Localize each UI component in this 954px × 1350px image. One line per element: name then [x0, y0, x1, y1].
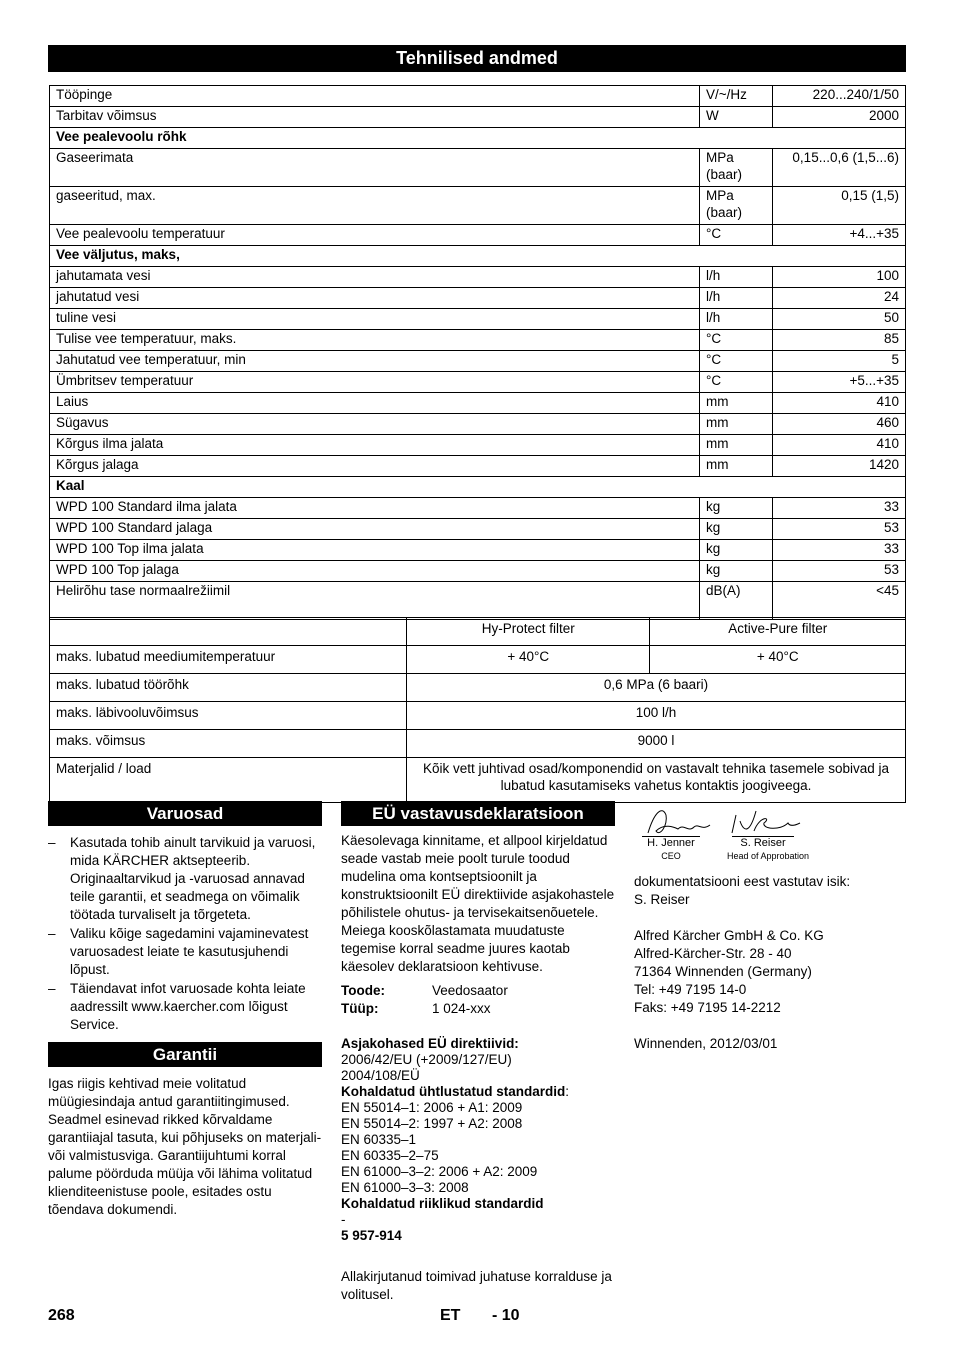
spec-section-title: Kaal — [50, 477, 906, 498]
spec-row — [50, 309, 906, 330]
spec-row — [50, 414, 906, 435]
spec-unit: MPa (baar) — [700, 187, 773, 225]
company-name: Alfred Kärcher GmbH & Co. KG — [634, 928, 824, 943]
tyyp-row — [341, 1000, 615, 1018]
spec-value: 410 — [773, 393, 906, 414]
filter-row — [50, 674, 906, 702]
spec-label: gaseeritud, max. — [50, 187, 700, 225]
spec-unit: kg — [700, 540, 773, 561]
standard-item: EN 55014–2: 1997 + A2: 2008 — [341, 1116, 523, 1131]
sig2-role: Head of Approbation — [726, 851, 810, 861]
filter-value: 9000 l — [407, 730, 906, 758]
place-date: Winnenden, 2012/03/01 — [634, 1036, 778, 1051]
filter-value: + 40°C — [650, 646, 906, 674]
filter-row — [50, 646, 906, 674]
spec-value: 53 — [773, 519, 906, 540]
national-value: - — [341, 1212, 346, 1227]
spec-value: 410 — [773, 435, 906, 456]
spec-row — [50, 351, 906, 372]
varuosad-item: – Kasutada tohib ainult tarvikuid ja varuosi, mida KÄRCHER aktsepteerib. Originaaltarvikud ja -varuosad annavad teile garantii, et seadmega on võimalik töötada turvaliselt ja tõrgeteta. — [48, 834, 322, 924]
spec-value: 0,15...0,6 (1,5...6) — [773, 149, 906, 187]
sig1-name: H. Jenner — [647, 837, 695, 849]
spec-section-row — [50, 246, 906, 267]
spec-label: Laius — [50, 393, 700, 414]
spec-value: 220...240/1/50 — [773, 86, 906, 107]
spec-row — [50, 435, 906, 456]
spec-value: 460 — [773, 414, 906, 435]
spec-unit: kg — [700, 561, 773, 582]
sig2-name: S. Reiser — [740, 837, 786, 849]
national-title: Kohaldatud riiklikud standardid — [341, 1196, 544, 1211]
spec-row — [50, 225, 906, 246]
spec-row — [50, 540, 906, 561]
spec-unit: kg — [700, 519, 773, 540]
sig1-role: CEO — [661, 851, 681, 861]
standard-item: EN 60335–1 — [341, 1132, 417, 1147]
standard-item: EN 61000–3–2: 2006 + A2: 2009 — [341, 1164, 538, 1179]
spec-unit: °C — [700, 372, 773, 393]
filter-label: maks. lubatud meediumitemperatuur — [50, 646, 407, 674]
spec-unit: MPa (baar) — [700, 149, 773, 187]
varuosad-item: – Valiku kõige sagedamini vajaminevatest varuosadest leiate te kasutusjuhendi lõpust. — [48, 925, 322, 979]
spec-label: WPD 100 Top ilma jalata — [50, 540, 700, 561]
spec-label: Tulise vee temperatuur, maks. — [50, 330, 700, 351]
spec-label: jahutamata vesi — [50, 267, 700, 288]
spec-label: Ümbritsev temperatuur — [50, 372, 700, 393]
signature-jenner — [648, 811, 710, 833]
spec-unit: l/h — [700, 267, 773, 288]
spec-row — [50, 498, 906, 519]
section-title: Tehnilised andmed — [48, 45, 906, 72]
spec-unit: mm — [700, 414, 773, 435]
spec-label: jahutatud vesi — [50, 288, 700, 309]
varuosad-item: – Täiendavat infot varuosade kohta leiate aadressilt www.kaercher.com lõigust Service. — [48, 980, 322, 1034]
filter-label: maks. läbivooluvõimsus — [50, 702, 407, 730]
spec-value: 33 — [773, 540, 906, 561]
spec-row — [50, 561, 906, 582]
filter-value: + 40°C — [407, 646, 650, 674]
spec-row — [50, 582, 906, 620]
directives-block: Asjakohased EÜ direktiivid: 2006/42/EU (+2009/127/EU) 2004/108/EÜ Kohaldatud ühtlustatud standardid: EN 55014–1: 2006 + A1: 2009 EN 55014–2: 1997 + A2: 2008 EN 60335–1 EN 60335–2–75 EN 61000–3–2: 2006 + A2: 2009 EN 61000–3–3: 2008 Kohaldatud riiklikud standardid - 5 957-914 — [341, 1036, 615, 1244]
spec-label: WPD 100 Standard ilma jalata — [50, 498, 700, 519]
spec-label: tuline vesi — [50, 309, 700, 330]
spec-unit: mm — [700, 435, 773, 456]
spec-value: +5...+35 — [773, 372, 906, 393]
garantii-title: Garantii — [48, 1042, 322, 1067]
company-city: 71364 Winnenden (Germany) — [634, 964, 812, 979]
spec-row — [50, 149, 906, 187]
garantii-text: Igas riigis kehtivad meie volitatud müügiesindaja antud garantiitingimused. Seadmel esinevad rikked kõrvaldame garantiiajal tasuta, kui põhjuseks on materjali- või valmistusviga. Garantiijuhtumi korral palume pöörduda müüja või lähima volitatud klienditeenistuse poole, esitades ostu tõendava dokumendi. — [48, 1076, 322, 1217]
spec-row — [50, 86, 906, 107]
spec-unit: kg — [700, 498, 773, 519]
spec-value: 2000 — [773, 107, 906, 128]
spec-section-title: Vee pealevoolu rõhk — [50, 128, 906, 149]
spec-unit: °C — [700, 330, 773, 351]
eu-title: EÜ vastavusdeklaratsioon — [341, 801, 615, 826]
spec-value: 5 — [773, 351, 906, 372]
directive-item: 2006/42/EU (+2009/127/EU) — [341, 1052, 512, 1067]
spec-row — [50, 456, 906, 477]
spec-value: 50 — [773, 309, 906, 330]
spec-unit: W — [700, 107, 773, 128]
spec-section-title: Vee väljutus, maks, — [50, 246, 906, 267]
varuosad-list — [48, 834, 322, 1034]
spec-row — [50, 330, 906, 351]
filter-row — [50, 702, 906, 730]
spec-section-row — [50, 477, 906, 498]
standard-item: EN 55014–1: 2006 + A1: 2009 — [341, 1100, 523, 1115]
spec-value: +4...+35 — [773, 225, 906, 246]
spec-unit: V/~/Hz — [700, 86, 773, 107]
spec-row — [50, 267, 906, 288]
eu-intro: Käesolevaga kinnitame, et allpool kirjeldatud seade vastab meie poolt turule toodud mudelina oma kontseptsioonilt ja konstruktsioonilt EÜ direktiivide asjakohastele põhilistele ohutus- ja tervisekaitsenõuetele. Meiega kooskõlastamata muudatuste tegemise korral seadme juures kaotab käesolev deklaratsioon kehtivuse. — [341, 833, 615, 974]
directives-title: Asjakohased EÜ direktiivid: — [341, 1036, 519, 1051]
spec-value: 1420 — [773, 456, 906, 477]
contact-block — [634, 873, 906, 1053]
spec-unit: mm — [700, 456, 773, 477]
spec-value: 33 — [773, 498, 906, 519]
spec-unit: °C — [700, 351, 773, 372]
page-number: 268 — [48, 1307, 75, 1324]
varuosad-title: Varuosad — [48, 801, 322, 826]
standards-list — [341, 1100, 615, 1196]
company-street: Alfred-Kärcher-Str. 28 - 40 — [634, 946, 792, 961]
filter-row — [50, 730, 906, 758]
tyyp-label: Tüüp: — [341, 1001, 379, 1016]
footer-subpage: - 10 — [492, 1307, 520, 1324]
standard-item: EN 61000–3–3: 2008 — [341, 1180, 469, 1195]
spec-unit: mm — [700, 393, 773, 414]
spec-label: Tööpinge — [50, 86, 700, 107]
toode-label: Toode: — [341, 983, 385, 998]
spec-row — [50, 107, 906, 128]
spec-label: Helirõhu tase normaalrežiimil — [50, 582, 700, 620]
spec-table — [49, 85, 906, 620]
spec-value: 85 — [773, 330, 906, 351]
spec-label: Sügavus — [50, 414, 700, 435]
filter-header-cell — [50, 618, 407, 646]
document-code: 5 957-914 — [341, 1228, 402, 1243]
spec-unit: dB(A) — [700, 582, 773, 620]
spec-section-row — [50, 128, 906, 149]
spec-unit: °C — [700, 225, 773, 246]
toode-row — [341, 982, 615, 1000]
filter-table — [49, 617, 906, 803]
spec-row — [50, 393, 906, 414]
filter-header-row — [50, 618, 906, 646]
closing-text: Allakirjutanud toimivad juhatuse korralduse ja volitusel. — [341, 1269, 612, 1302]
footer-lang: ET — [440, 1307, 461, 1324]
spec-value: 100 — [773, 267, 906, 288]
standards-title: Kohaldatud ühtlustatud standardid — [341, 1084, 566, 1099]
standard-item: EN 60335–2–75 — [341, 1148, 439, 1163]
spec-label: WPD 100 Top jalaga — [50, 561, 700, 582]
spec-label: Kõrgus ilma jalata — [50, 435, 700, 456]
spec-value: <45 — [773, 582, 906, 620]
filter-row — [50, 758, 906, 803]
signature-reiser — [732, 811, 800, 833]
spec-label: Kõrgus jalaga — [50, 456, 700, 477]
filter-label: Materjalid / load — [50, 758, 407, 803]
filter-value: 0,6 MPa (6 baari) — [407, 674, 906, 702]
company-tel: Tel: +49 7195 14-0 — [634, 982, 747, 997]
company-fax: Faks: +49 7195 14-2212 — [634, 1000, 781, 1015]
spec-label: WPD 100 Standard jalaga — [50, 519, 700, 540]
filter-label: maks. lubatud töörõhk — [50, 674, 407, 702]
doc-person-label: dokumentatsiooni eest vastutav isik: — [634, 874, 851, 889]
spec-label: Vee pealevoolu temperatuur — [50, 225, 700, 246]
spec-unit: l/h — [700, 309, 773, 330]
signature-images — [640, 803, 810, 839]
column-middle — [341, 801, 615, 1304]
filter-label: maks. võimsus — [50, 730, 407, 758]
spec-row — [50, 372, 906, 393]
filter-header-cell: Hy-Protect filter — [407, 618, 650, 646]
filter-value: 100 l/h — [407, 702, 906, 730]
tyyp-value: 1 024-xxx — [432, 1001, 491, 1016]
filter-header-cell: Active-Pure filter — [650, 618, 906, 646]
column-left — [48, 801, 322, 1219]
directives-list — [341, 1052, 615, 1084]
spec-label: Gaseerimata — [50, 149, 700, 187]
toode-value: Veedosaator — [432, 983, 508, 998]
spec-row — [50, 519, 906, 540]
spec-label: Tarbitav võimsus — [50, 107, 700, 128]
directive-item: 2004/108/EÜ — [341, 1068, 420, 1083]
spec-unit: l/h — [700, 288, 773, 309]
doc-person: S. Reiser — [634, 892, 690, 907]
spec-value: 0,15 (1,5) — [773, 187, 906, 225]
spec-value: 24 — [773, 288, 906, 309]
spec-row — [50, 187, 906, 225]
spec-label: Jahutatud vee temperatuur, min — [50, 351, 700, 372]
filter-value: Kõik vett juhtivad osad/komponendid on vastavalt tehnika tasemele sobivad ja lubatud kasutamiseks vahetus kontaktis joogiveega. — [407, 758, 906, 803]
spec-row — [50, 288, 906, 309]
spec-value: 53 — [773, 561, 906, 582]
